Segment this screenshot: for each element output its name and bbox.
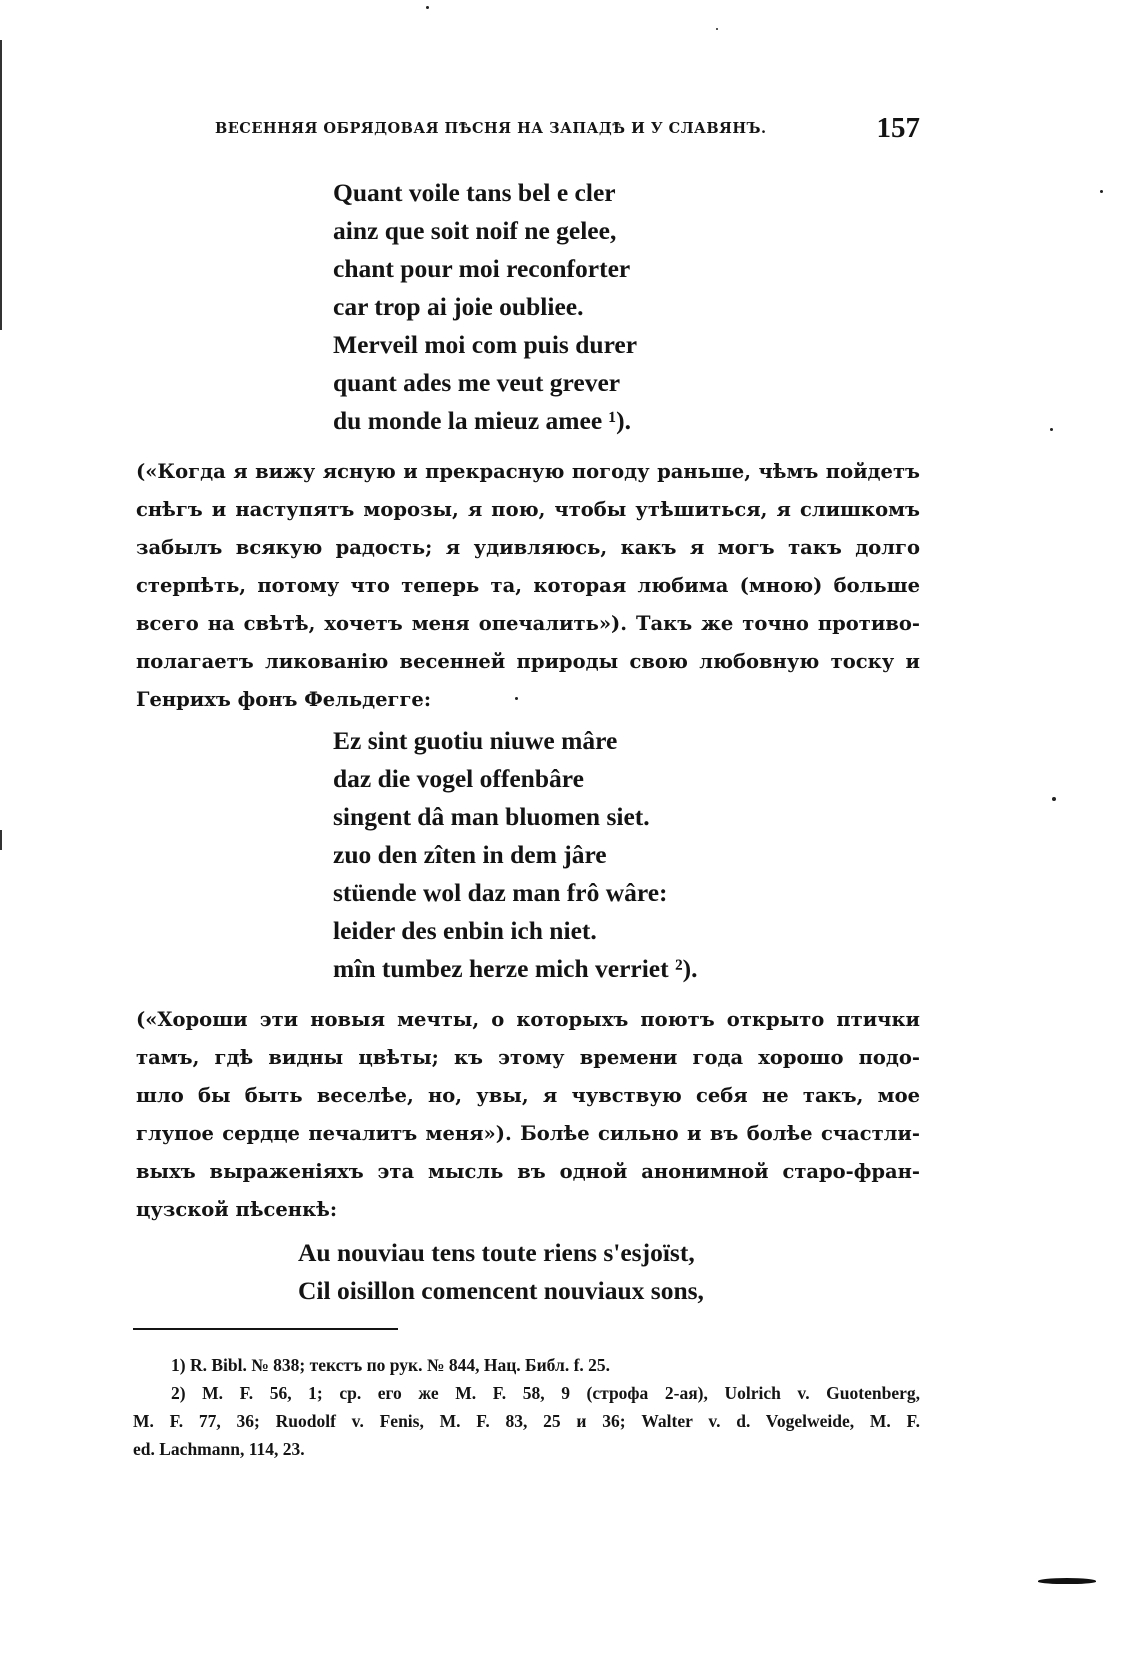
prose-line: («Хороши эти новыя мечты, о которыхъ поютъ открыто птички [136,1008,920,1031]
verse-line: zuo den zîten in dem jâre [333,840,607,869]
footnotes [133,1351,920,1463]
verse-line: car trop ai joie oubliee. [333,292,584,321]
prose-line: шло бы быть веселѣе, но, увы, я чувствую себя не такъ, мое [136,1084,920,1107]
prose-line: глупое сердце печалитъ меня»). Болѣе сильно и въ болѣе счастли- [136,1122,920,1145]
verse-line: stüende wol daz man frô wâre: [333,878,668,907]
running-title: ВЕСЕННЯЯ ОБРЯДОВАЯ ПѢСНЯ НА ЗАПАДѢ И У СЛАВЯНЪ. [215,120,767,137]
scan-edge-mark [0,40,2,330]
verse-line: mîn tumbez herze mich verriet ²). [333,954,698,983]
footnote-divider [133,1328,398,1330]
verse-line: daz die vogel offenbâre [333,764,584,793]
prose-line: выхъ выраженіяхъ эта мысль въ одной анонимной старо-фран- [136,1160,920,1183]
page-number: 157 [876,112,920,144]
footnote-2-continuation: M. F. 77, 36; Ruodolf v. Fenis, M. F. 83, 25 и 36; Walter v. d. Vogelweide, M. F. [133,1411,920,1431]
scan-smudge [1038,1578,1096,1584]
verse-line: quant ades me veut grever [333,368,621,397]
translation-paragraph-1 [136,453,920,719]
prose-line: полагаетъ ликованію весенней природы свою любовную тоску и [136,650,920,673]
middle-high-german-verse [333,722,698,988]
prose-line: всего на свѣтѣ, хочетъ меня опечалить»). Такъ же точно противо- [136,612,920,635]
prose-line: снѣгъ и наступятъ морозы, я пою, чтобы утѣшиться, я слишкомъ [136,498,920,521]
scan-speck [1100,190,1103,193]
verse-line: Au nouviau tens toute riens s'esjoïst, [298,1238,695,1267]
verse-line: singent dâ man bluomen siet. [333,802,650,831]
old-french-song-verse [298,1234,704,1310]
verse-line: leider des enbin ich niet. [333,916,597,945]
translation-paragraph-2 [136,1001,920,1229]
verse-line: du monde la mieuz amee ¹). [333,406,632,435]
prose-line: («Когда я вижу ясную и прекрасную погоду раньше, чѣмъ пойдетъ [136,460,920,483]
scan-speck [1052,797,1056,801]
verse-line: chant pour moi reconforter [333,254,631,283]
footnote-2-continuation: ed. Lachmann, 114, 23. [133,1439,305,1459]
scan-speck [426,6,429,9]
verse-line: Quant voile tans bel e cler [333,178,616,207]
verse-line: Merveil moi com puis durer [333,330,638,359]
old-french-verse [333,174,637,440]
scan-speck [515,697,518,700]
scan-speck [716,28,718,30]
scan-speck [1050,428,1053,431]
footnote-1: 1) R. Bibl. № 838; текстъ по рук. № 844, Нац. Библ. f. 25. [171,1355,611,1375]
prose-line: тамъ, гдѣ видны цвѣты; къ этому времени года хорошо подо- [136,1046,920,1069]
footnote-2: 2) M. F. 56, 1; ср. его же M. F. 58, 9 (строфа 2-ая), Uolrich v. Guotenberg, [171,1383,920,1403]
prose-line: цузской пѣсенкѣ: [136,1198,338,1221]
prose-line: забылъ всякую радость; я удивляюсь, какъ я могъ такъ долго [136,536,920,559]
verse-line: Cil oisillon comencent nouviaux sons, [298,1276,704,1305]
verse-line: ainz que soit noif ne gelee, [333,216,617,245]
verse-line: Ez sint guotiu niuwe mâre [333,726,618,755]
scan-edge-mark [0,830,2,850]
prose-line: стерпѣть, потому что теперь та, которая любима (мною) больше [136,574,920,597]
page-header [215,112,920,152]
prose-line: Генрихъ фонъ Фельдегге: [136,688,432,711]
